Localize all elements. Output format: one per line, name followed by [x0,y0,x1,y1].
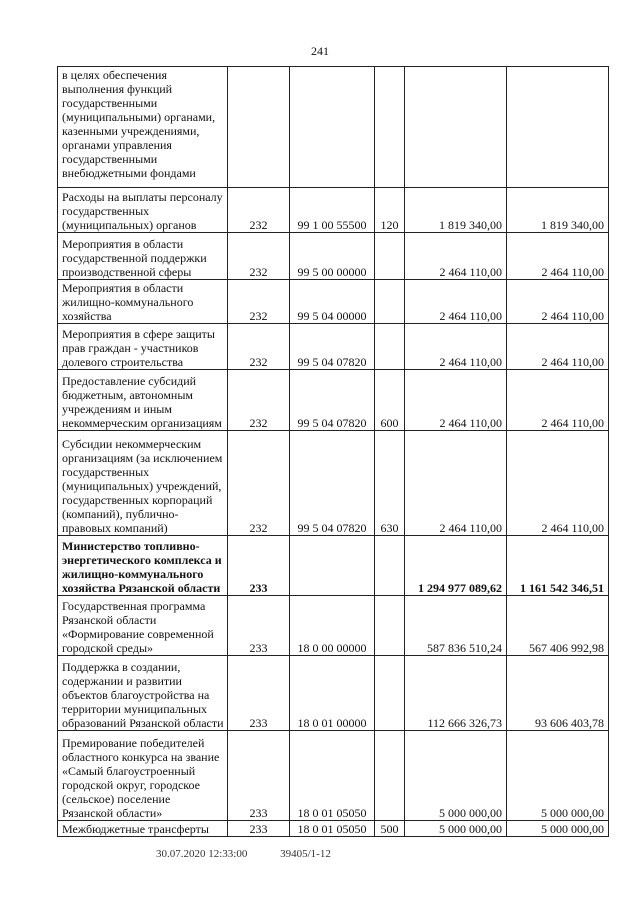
table-row [58,233,609,280]
row-name: Министерство топливно-энергетического комплекса и жилищно-коммунального хозяйства Рязанской области [58,536,228,596]
row-cvr [375,67,405,188]
row-cvr [375,596,405,656]
row-amount-1: 5 000 000,00 [405,821,507,837]
row-name: в целях обеспечения выполнения функций государственными (муниципальными) органами, казенными учреждениями, органами управления государственными внебюджетными фондами [58,67,228,188]
row-amount-1: 2 464 110,00 [405,370,507,431]
row-cvr [375,324,405,370]
row-name: Предоставление субсидий бюджетным, автономным учреждениям и иным некоммерческим организациям [58,370,228,431]
table-row [58,67,609,188]
row-name: Субсидии некоммерческим организациям (за исключением государственных (муниципальных) учреждений, государственных корпораций (компаний), публично-правовых компаний) [58,431,228,536]
table-row [58,370,609,431]
row-amount-2: 567 406 992,98 [507,596,609,656]
table-row [58,596,609,656]
row-amount-2: 5 000 000,00 [507,731,609,821]
row-cvr [375,233,405,280]
row-amount-1: 5 000 000,00 [405,731,507,821]
row-csr [290,536,375,596]
row-code [228,67,290,188]
row-amount-1: 2 464 110,00 [405,233,507,280]
row-amount-2: 2 464 110,00 [507,324,609,370]
row-amount-2: 1 819 340,00 [507,188,609,233]
row-amount-1: 1 819 340,00 [405,188,507,233]
row-code: 233 [228,596,290,656]
row-cvr: 630 [375,431,405,536]
row-amount-2: 5 000 000,00 [507,821,609,837]
row-name: Поддержка в создании, содержании и развитии объектов благоустройства на территории муниципальных образований Рязанской области [58,656,228,731]
page-footer [156,848,361,860]
row-code: 232 [228,370,290,431]
row-cvr: 600 [375,370,405,431]
row-csr: 18 0 01 05050 [290,821,375,837]
row-cvr [375,731,405,821]
table-row [58,324,609,370]
row-code: 232 [228,233,290,280]
row-amount-1: 2 464 110,00 [405,280,507,324]
row-cvr: 120 [375,188,405,233]
row-cvr [375,536,405,596]
row-code: 232 [228,280,290,324]
row-name: Мероприятия в области жилищно-коммунального хозяйства [58,280,228,324]
row-amount-2 [507,67,609,188]
budget-table [57,66,609,837]
row-amount-2: 93 606 403,78 [507,656,609,731]
row-amount-1: 587 836 510,24 [405,596,507,656]
row-amount-1: 112 666 326,73 [405,656,507,731]
row-csr [290,67,375,188]
row-amount-2: 2 464 110,00 [507,370,609,431]
table-row [58,821,609,837]
row-amount-2: 2 464 110,00 [507,280,609,324]
row-name: Премирование победителей областного конкурса на звание «Самый благоустроенный городской округ, городское (сельское) поселение Рязанской области» [58,731,228,821]
row-code: 233 [228,731,290,821]
row-csr: 99 5 04 00000 [290,280,375,324]
row-code: 233 [228,536,290,596]
row-code: 232 [228,324,290,370]
row-name: Мероприятия в области государственной поддержки производственной сферы [58,233,228,280]
row-amount-1 [405,67,507,188]
footer-timestamp: 30.07.2020 12:33:00 [156,848,248,860]
table-row [58,656,609,731]
row-amount-2: 2 464 110,00 [507,233,609,280]
row-name: Мероприятия в сфере защиты прав граждан - участников долевого строительства [58,324,228,370]
row-code: 233 [228,821,290,837]
row-name: Межбюджетные трансферты [58,821,228,837]
table-row [58,188,609,233]
row-name: Расходы на выплаты персоналу государственных (муниципальных) органов [58,188,228,233]
footer-document-id: 39405/1-12 [280,848,331,860]
page-number: 241 [311,44,329,58]
row-cvr: 500 [375,821,405,837]
row-code: 232 [228,188,290,233]
table-row [58,731,609,821]
row-amount-1: 2 464 110,00 [405,324,507,370]
row-code: 233 [228,656,290,731]
row-cvr [375,280,405,324]
row-cvr [375,656,405,731]
row-csr: 99 5 04 07820 [290,324,375,370]
table-row [58,536,609,596]
row-csr: 18 0 00 00000 [290,596,375,656]
row-csr: 99 5 04 07820 [290,431,375,536]
row-csr: 18 0 01 05050 [290,731,375,821]
row-amount-1: 2 464 110,00 [405,431,507,536]
row-name: Государственная программа Рязанской области «Формирование современной городской среды» [58,596,228,656]
row-code: 232 [228,431,290,536]
row-csr: 18 0 01 00000 [290,656,375,731]
row-csr: 99 1 00 55500 [290,188,375,233]
table-row [58,280,609,324]
row-csr: 99 5 04 07820 [290,370,375,431]
row-amount-2: 1 161 542 346,51 [507,536,609,596]
table-row [58,431,609,536]
row-amount-1: 1 294 977 089,62 [405,536,507,596]
row-csr: 99 5 00 00000 [290,233,375,280]
row-amount-2: 2 464 110,00 [507,431,609,536]
